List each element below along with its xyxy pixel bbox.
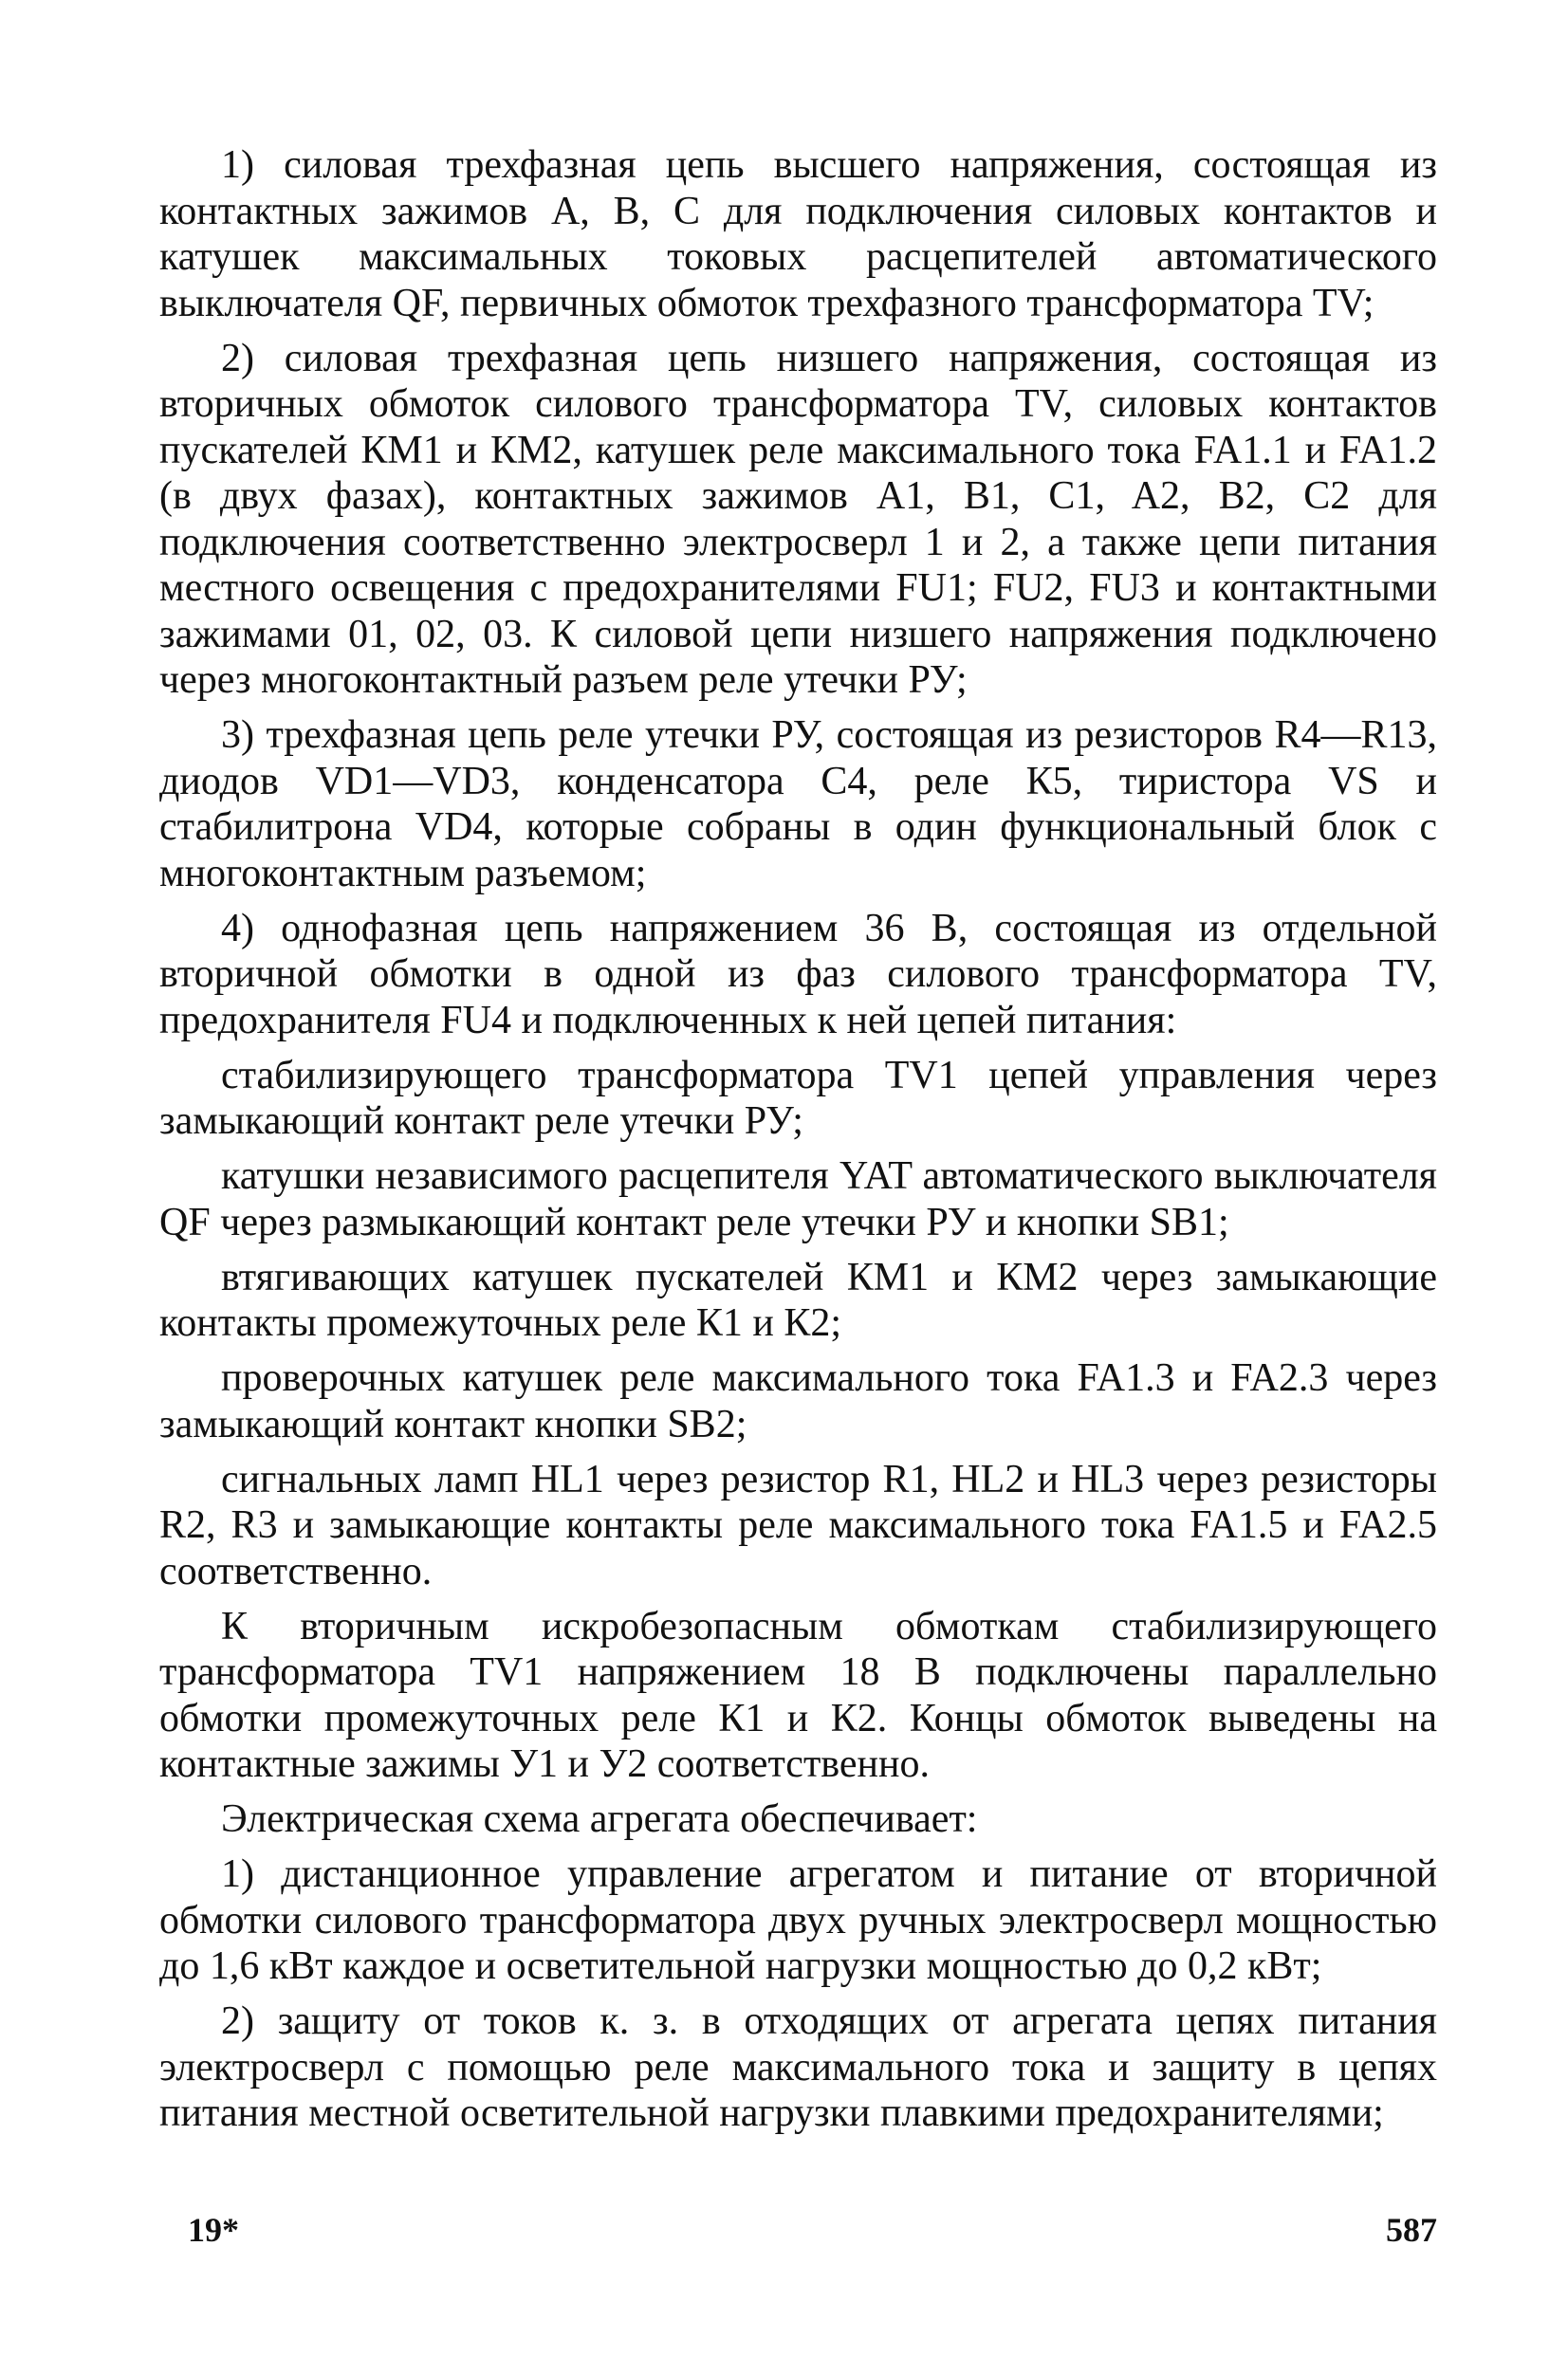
paragraph-item-3: 3) трехфазная цепь реле утечки РУ, состоящая из резисторов R4—R13, диодов VD1—VD3, конденсатора С4, реле К5, тиристора VS и стабилитрона VD4, которые собраны в один функциональный блок с многоконтактным разъемом; xyxy=(159,713,1437,895)
paragraph-secondary-windings: К вторичным искробезопасным обмоткам стабилизирующего трансформатора TV1 напряжением 18 В подключены параллельно обмотки промежуточных реле К1 и К2. Концы обмоток выведены на контактные зажимы У1 и У2 соответственно. xyxy=(159,1604,1437,1786)
paragraph-scheme-intro: Электрическая схема агрегата обеспечивает: xyxy=(221,1797,978,1841)
page-number: 587 xyxy=(1386,2211,1437,2249)
paragraph-subitem-4: проверочных катушек реле максимального тока FA1.3 и FA2.3 через замыкающий контакт кнопки SB2; xyxy=(159,1356,1437,1446)
paragraph-subitem-1: стабилизирующего трансформатора TV1 цепей управления через замыкающий контакт реле утечки РУ; xyxy=(159,1053,1437,1143)
paragraph-item-1: 1) силовая трехфазная цепь высшего напряжения, состоящая из контактных зажимов А, В, С для подключения силовых контактов и катушек максимальных токовых расцепителей автоматического выключателя QF, первичных обмоток трехфазного трансформатора TV; xyxy=(159,143,1437,325)
page-footer xyxy=(159,2210,1437,2257)
paragraph-function-1: 1) дистанционное управление агрегатом и питание от вторичной обмотки силового трансформатора двух ручных электросверл мощностью до 1,6 кВт каждое и осветительной нагрузки мощностью до 0,2 кВт; xyxy=(159,1852,1437,1988)
paragraph-function-2: 2) защиту от токов к. з. в отходящих от агрегата цепях питания электросверл с помощью реле максимального тока и защиту в цепях питания местной осветительной нагрузки плавкими предохранителями; xyxy=(159,1999,1437,2135)
paragraph-subitem-2: катушки независимого расцепителя YAT автоматического выключателя QF через размыкающий контакт реле утечки РУ и кнопки SB1; xyxy=(159,1154,1437,1244)
signature-mark: 19* xyxy=(188,2211,239,2249)
paragraph-item-4: 4) однофазная цепь напряжением 36 В, состоящая из отдельной вторичной обмотки в одной из фаз силового трансформатора TV, предохранителя FU4 и подключенных к ней цепей питания: xyxy=(159,906,1437,1042)
paragraph-subitem-5: сигнальных ламп HL1 через резистор R1, HL2 и HL3 через резисторы R2, R3 и замыкающие контакты реле максимального тока FA1.5 и FA2.5 соответственно. xyxy=(159,1457,1437,1593)
page-body xyxy=(159,142,1437,2145)
paragraph-item-2: 2) силовая трехфазная цепь низшего напряжения, состоящая из вторичных обмоток силового трансформатора TV, силовых контактов пускателей КМ1 и КМ2, катушек реле максимального тока FA1.1 и FA1.2 (в двух фазах), контактных зажимов A1, B1, C1, A2, B2, C2 для подключения соответственно электросверл 1 и 2, а также цепи питания местного освещения с предохранителями FU1; FU2, FU3 и контактными зажимами 01, 02, 03. К силовой цепи низшего напряжения подключено через многоконтактный разъем реле утечки РУ; xyxy=(159,336,1437,702)
paragraph-subitem-3: втягивающих катушек пускателей КМ1 и КМ2 через замыкающие контакты промежуточных реле К1 и К2; xyxy=(159,1255,1437,1345)
